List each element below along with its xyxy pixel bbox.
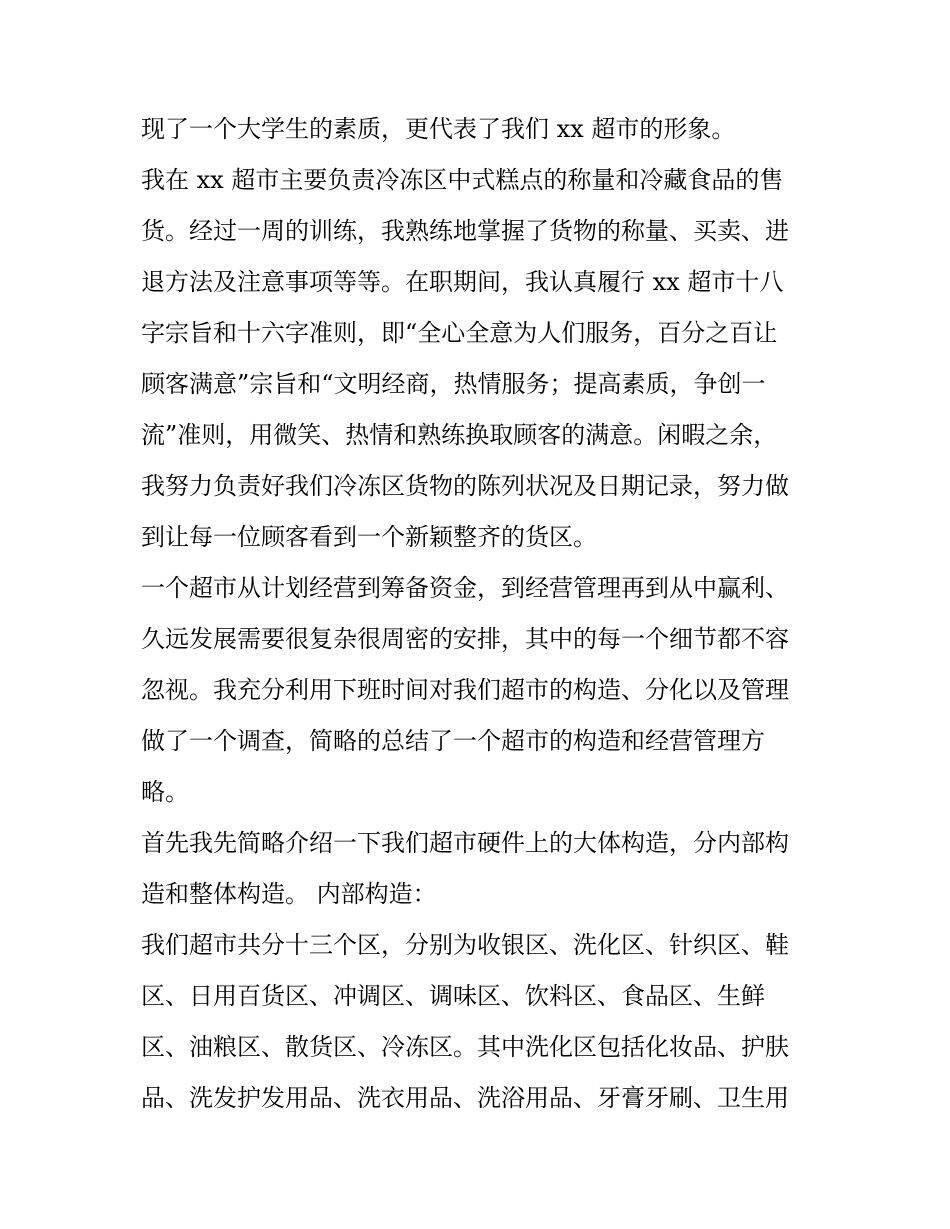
text-line: 顾客满意”宗旨和“文明经商，热情服务；提高素质，争创一 xyxy=(141,370,766,398)
text-line: 造和整体构造。 内部构造： xyxy=(141,880,437,908)
text-line: 我努力负责好我们冷冻区货物的陈列状况及日期记录，努力做 xyxy=(141,472,789,500)
text-line: 区、油粮区、散货区、冷冻区。其中洗化区包括化妆品、护肤 xyxy=(141,1033,789,1061)
text-line: 退方法及注意事项等等。在职期间，我认真履行 xx 超市十八 xyxy=(141,268,784,296)
text-line: 到让每一位顾客看到一个新颖整齐的货区。 xyxy=(141,523,597,551)
text-line: 字宗旨和十六字准则，即“全心全意为人们服务，百分之百让 xyxy=(141,319,778,347)
text-line: 流”准则，用微笑、热情和熟练换取顾客的满意。闲暇之余， xyxy=(141,421,778,449)
text-line: 品、洗发护发用品、洗衣用品、洗浴用品、牙膏牙刷、卫生用 xyxy=(141,1084,789,1112)
text-line: 我们超市共分十三个区，分别为收银区、洗化区、针织区、鞋 xyxy=(141,931,789,959)
text-line: 忽视。我充分利用下班时间对我们超市的构造、分化以及管理 xyxy=(141,676,789,704)
text-line: 现了一个大学生的素质，更代表了我们 xx 超市的形象。 xyxy=(141,115,736,143)
text-line: 货。经过一周的训练，我熟练地掌握了货物的称量、买卖、进 xyxy=(141,217,789,245)
text-line: 做了一个调查，简略的总结了一个超市的构造和经营管理方 xyxy=(141,727,765,755)
text-line: 首先我先简略介绍一下我们超市硬件上的大体构造，分内部构 xyxy=(141,829,789,857)
text-line: 久远发展需要很复杂很周密的安排，其中的每一个细节都不容 xyxy=(141,625,789,653)
text-line: 略。 xyxy=(141,778,189,806)
document-body xyxy=(141,104,813,1124)
text-line: 一个超市从计划经营到筹备资金，到经营管理再到从中赢利、 xyxy=(141,574,789,602)
text-line: 我在 xx 超市主要负责冷冻区中式糕点的称量和冷藏食品的售 xyxy=(141,166,784,194)
text-line: 区、日用百货区、冲调区、调味区、饮料区、食品区、生鲜 xyxy=(141,982,765,1010)
